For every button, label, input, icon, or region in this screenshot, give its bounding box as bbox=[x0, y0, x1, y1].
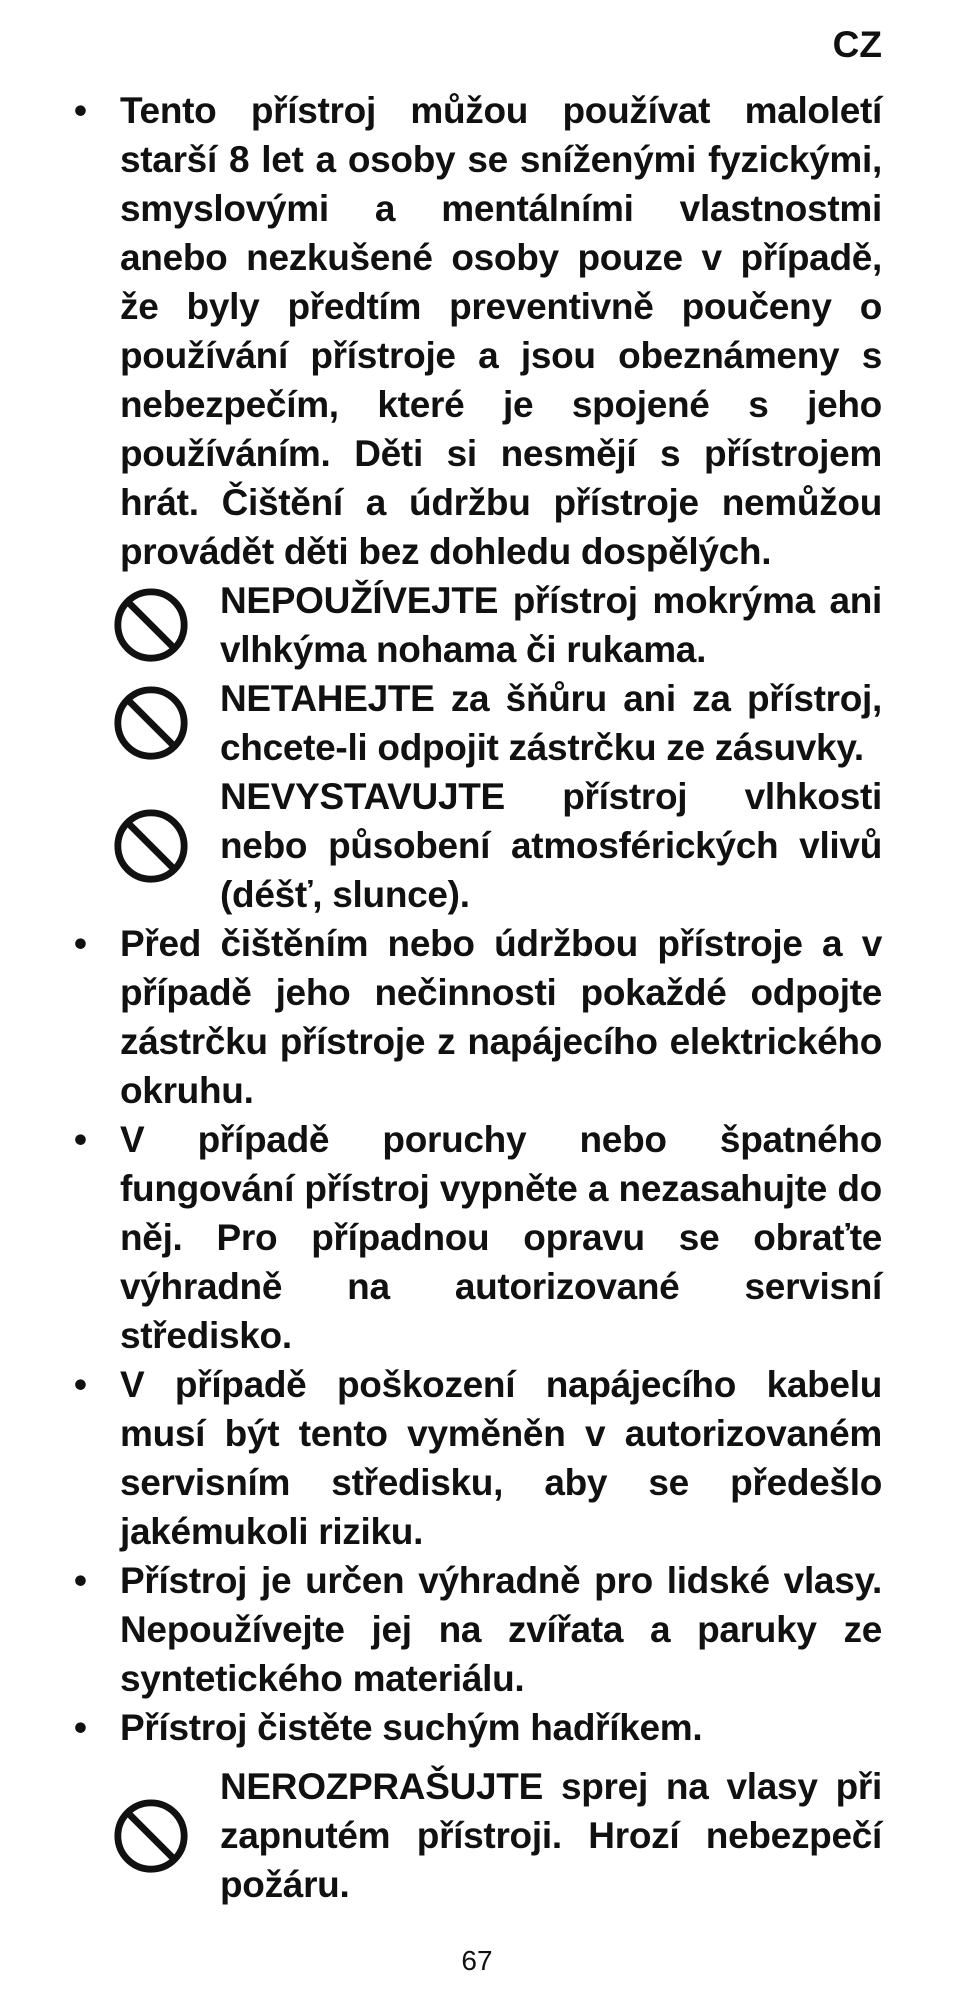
language-code: CZ bbox=[832, 24, 882, 65]
warning-item bbox=[72, 674, 882, 772]
warning-text: NEROZPRAŠUJTE sprej na vlasy při zapnutém přístroji. Hrozí nebezpečí požáru. bbox=[220, 1766, 882, 1905]
list-item-text: Přístroj čistěte suchým hadříkem. bbox=[120, 1707, 703, 1748]
prohibition-icon bbox=[72, 586, 214, 664]
list-item-text: V případě poškození napájecího kabelu musí být tento vyměněn v autorizovaném servisním středisku, aby se předešlo jakémukoli riziku. bbox=[120, 1364, 882, 1552]
list-item bbox=[72, 1556, 882, 1703]
page-number: 67 bbox=[461, 1945, 493, 1976]
list-item-text: Tento přístroj můžou používat maloletí starší 8 let a osoby se sníženými fyzickými, smyslovými a mentálními vlastnostmi anebo nezkušené osoby pouze v případě, že byly předtím preventivně poučeny o používání přístroje a jsou obeznámeny s nebezpečím, které je spojené s jeho používáním. Děti si nesmějí s přístrojem hrát. Čištění a údržbu přístroje nemůžou provádět děti bez dohledu dospělých. bbox=[120, 90, 882, 572]
warning-item bbox=[72, 772, 882, 919]
list-item bbox=[72, 86, 882, 576]
bullet-marker: • bbox=[74, 1560, 87, 1601]
warning-item bbox=[72, 576, 882, 674]
warning-text: NEVYSTAVUJTE přístroj vlhkosti nebo působení atmosférických vlivů (déšť, slunce). bbox=[220, 776, 882, 915]
safety-instructions bbox=[72, 86, 882, 1909]
warning-text: NETAHEJTE za šňůru ani za přístroj, chcete-li odpojit zástrčku ze zásuvky. bbox=[220, 678, 882, 768]
bullet-marker: • bbox=[74, 1119, 87, 1160]
list-item-text: Před čištěním nebo údržbou přístroje a v případě jeho nečinnosti pokaždé odpojte zástrčku přístroje z napájecího elektrického okruhu. bbox=[120, 923, 882, 1111]
warning-text: NEPOUŽÍVEJTE přístroj mokrýma ani vlhkýma nohama či rukama. bbox=[220, 580, 882, 670]
prohibition-icon bbox=[72, 807, 214, 885]
list-item bbox=[72, 919, 882, 1115]
bullet-marker: • bbox=[74, 90, 87, 131]
list-item-text: Přístroj je určen výhradně pro lidské vlasy. Nepoužívejte jej na zvířata a paruky ze syntetického materiálu. bbox=[120, 1560, 882, 1699]
prohibition-icon bbox=[72, 684, 214, 762]
list-item bbox=[72, 1115, 882, 1360]
list-item bbox=[72, 1360, 882, 1556]
bullet-marker: • bbox=[74, 1707, 87, 1748]
prohibition-icon bbox=[72, 1797, 214, 1875]
bullet-marker: • bbox=[74, 1364, 87, 1405]
list-item bbox=[72, 1703, 882, 1752]
bullet-marker: • bbox=[74, 923, 87, 964]
list-item-text: V případě poruchy nebo špatného fungování přístroj vypněte a nezasahujte do něj. Pro případnou opravu se obraťte výhradně na autorizované servisní středisko. bbox=[120, 1119, 882, 1356]
warning-item bbox=[72, 1762, 882, 1909]
